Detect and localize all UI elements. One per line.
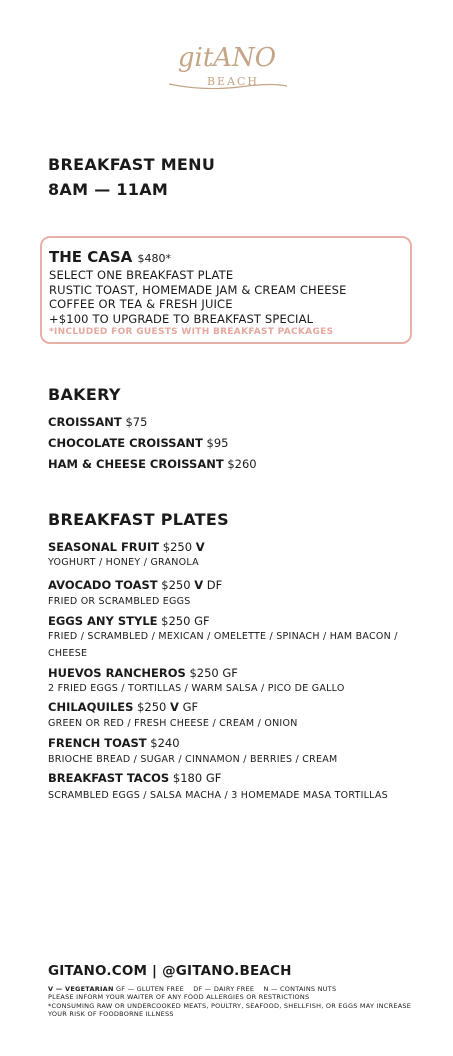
brand-logo — [0, 40, 453, 96]
bakery-item — [48, 457, 257, 471]
plate-item — [48, 540, 205, 554]
bakery-item — [48, 415, 147, 429]
item-name: BREAKFAST TACOS — [48, 771, 170, 785]
footer-notes — [48, 985, 418, 1018]
legend-vegetarian: V — VEGETARIAN — [48, 985, 114, 993]
casa-note: *INCLUDED FOR GUESTS WITH BREAKFAST PACKAGES — [49, 327, 334, 337]
item-price: $250 — [161, 578, 191, 592]
plate-item — [48, 736, 180, 750]
item-tags: GF — [205, 771, 222, 785]
item-tags: GF — [222, 666, 238, 680]
item-tags: GF — [194, 614, 210, 628]
footer-allergy: PLEASE INFORM YOUR WAITER OF ANY FOOD ALLERGIES OR RESTRICTIONS — [48, 993, 310, 1002]
item-price: $260 — [227, 457, 257, 471]
item-price: $75 — [125, 415, 148, 429]
item-price: $180 — [172, 771, 203, 785]
casa-line: RUSTIC TOAST, HOMEMADE JAM & CREAM CHEESE — [49, 282, 347, 297]
item-extra-tags: GF — [182, 700, 199, 714]
casa-box — [40, 236, 412, 344]
logo-text: gitANO — [177, 43, 276, 73]
item-desc: 2 FRIED EGGS / TORTILLAS / WARM SALSA / PICO DE GALLO — [48, 683, 345, 694]
item-price: $95 — [206, 436, 229, 450]
plate-item — [48, 614, 210, 628]
item-desc: GREEN OR RED / FRESH CHEESE / CREAM / ONION — [48, 718, 298, 729]
item-name: CROISSANT — [48, 415, 122, 429]
menu-hours: 8AM — 11AM — [48, 180, 169, 199]
casa-name: THE CASA — [49, 248, 133, 266]
item-desc: BRIOCHE BREAD / SUGAR / CINNAMON / BERRIES / CREAM — [48, 754, 338, 765]
item-tags: V — [170, 700, 179, 714]
casa-line: +$100 TO UPGRADE TO BREAKFAST SPECIAL — [49, 311, 314, 326]
legend-other: GF — GLUTEN FREE DF — DAIRY FREE N — CONTAINS NUTS — [115, 985, 337, 993]
menu-title: BREAKFAST MENU — [48, 155, 216, 174]
plate-item — [48, 700, 198, 714]
item-price: $250 — [189, 666, 219, 680]
gitano-beach-logo — [147, 40, 307, 96]
casa-title — [49, 248, 406, 268]
casa-price: $480* — [137, 252, 172, 265]
item-name: EGGS ANY STYLE — [48, 614, 158, 628]
item-price: $250 — [161, 614, 191, 628]
item-tags: V — [195, 540, 205, 554]
item-name: SEASONAL FRUIT — [48, 540, 160, 554]
item-extra-tags: DF — [206, 578, 223, 592]
item-price: $250 — [162, 540, 193, 554]
footer-legend — [48, 985, 418, 993]
bakery-title: BAKERY — [48, 385, 121, 404]
item-name: HUEVOS RANCHEROS — [48, 666, 186, 680]
casa-line: SELECT ONE BREAKFAST PLATE — [49, 268, 234, 282]
item-desc: FRIED OR SCRAMBLED EGGS — [48, 596, 191, 607]
plate-item — [48, 771, 221, 785]
casa-line: COFFEE OR TEA & FRESH JUICE — [49, 297, 233, 311]
item-desc: YOGHURT / HONEY / GRANOLA — [48, 557, 199, 568]
item-tags: V — [194, 578, 204, 592]
footer-links: GITANO.COM | @GITANO.BEACH — [48, 963, 292, 979]
item-name: CHOCOLATE CROISSANT — [48, 436, 203, 450]
logo-sub: BEACH — [206, 75, 259, 88]
item-price: $240 — [150, 736, 180, 750]
plate-item — [48, 578, 222, 592]
item-desc: SCRAMBLED EGGS / SALSA MACHA / 3 HOMEMADE MASA TORTILLAS — [48, 790, 388, 801]
item-name: AVOCADO TOAST — [48, 578, 158, 592]
item-name: FRENCH TOAST — [48, 736, 147, 750]
footer-warning: *CONSUMING RAW OR UNDERCOOKED MEATS, POULTRY, SEAFOOD, SHELLFISH, OR EGGS MAY INCREASE YOUR RISK OF FOODBORNE ILLNESS — [48, 1001, 412, 1018]
item-desc: FRIED / SCRAMBLED / MEXICAN / OMELETTE / SPINACH / HAM BACON / CHEESE — [48, 631, 398, 659]
plates-title: BREAKFAST PLATES — [48, 510, 229, 529]
plate-item — [48, 666, 238, 680]
item-name: CHILAQUILES — [48, 700, 134, 714]
bakery-item — [48, 436, 228, 450]
item-price: $250 — [137, 700, 167, 714]
item-name: HAM & CHEESE CROISSANT — [48, 457, 224, 471]
